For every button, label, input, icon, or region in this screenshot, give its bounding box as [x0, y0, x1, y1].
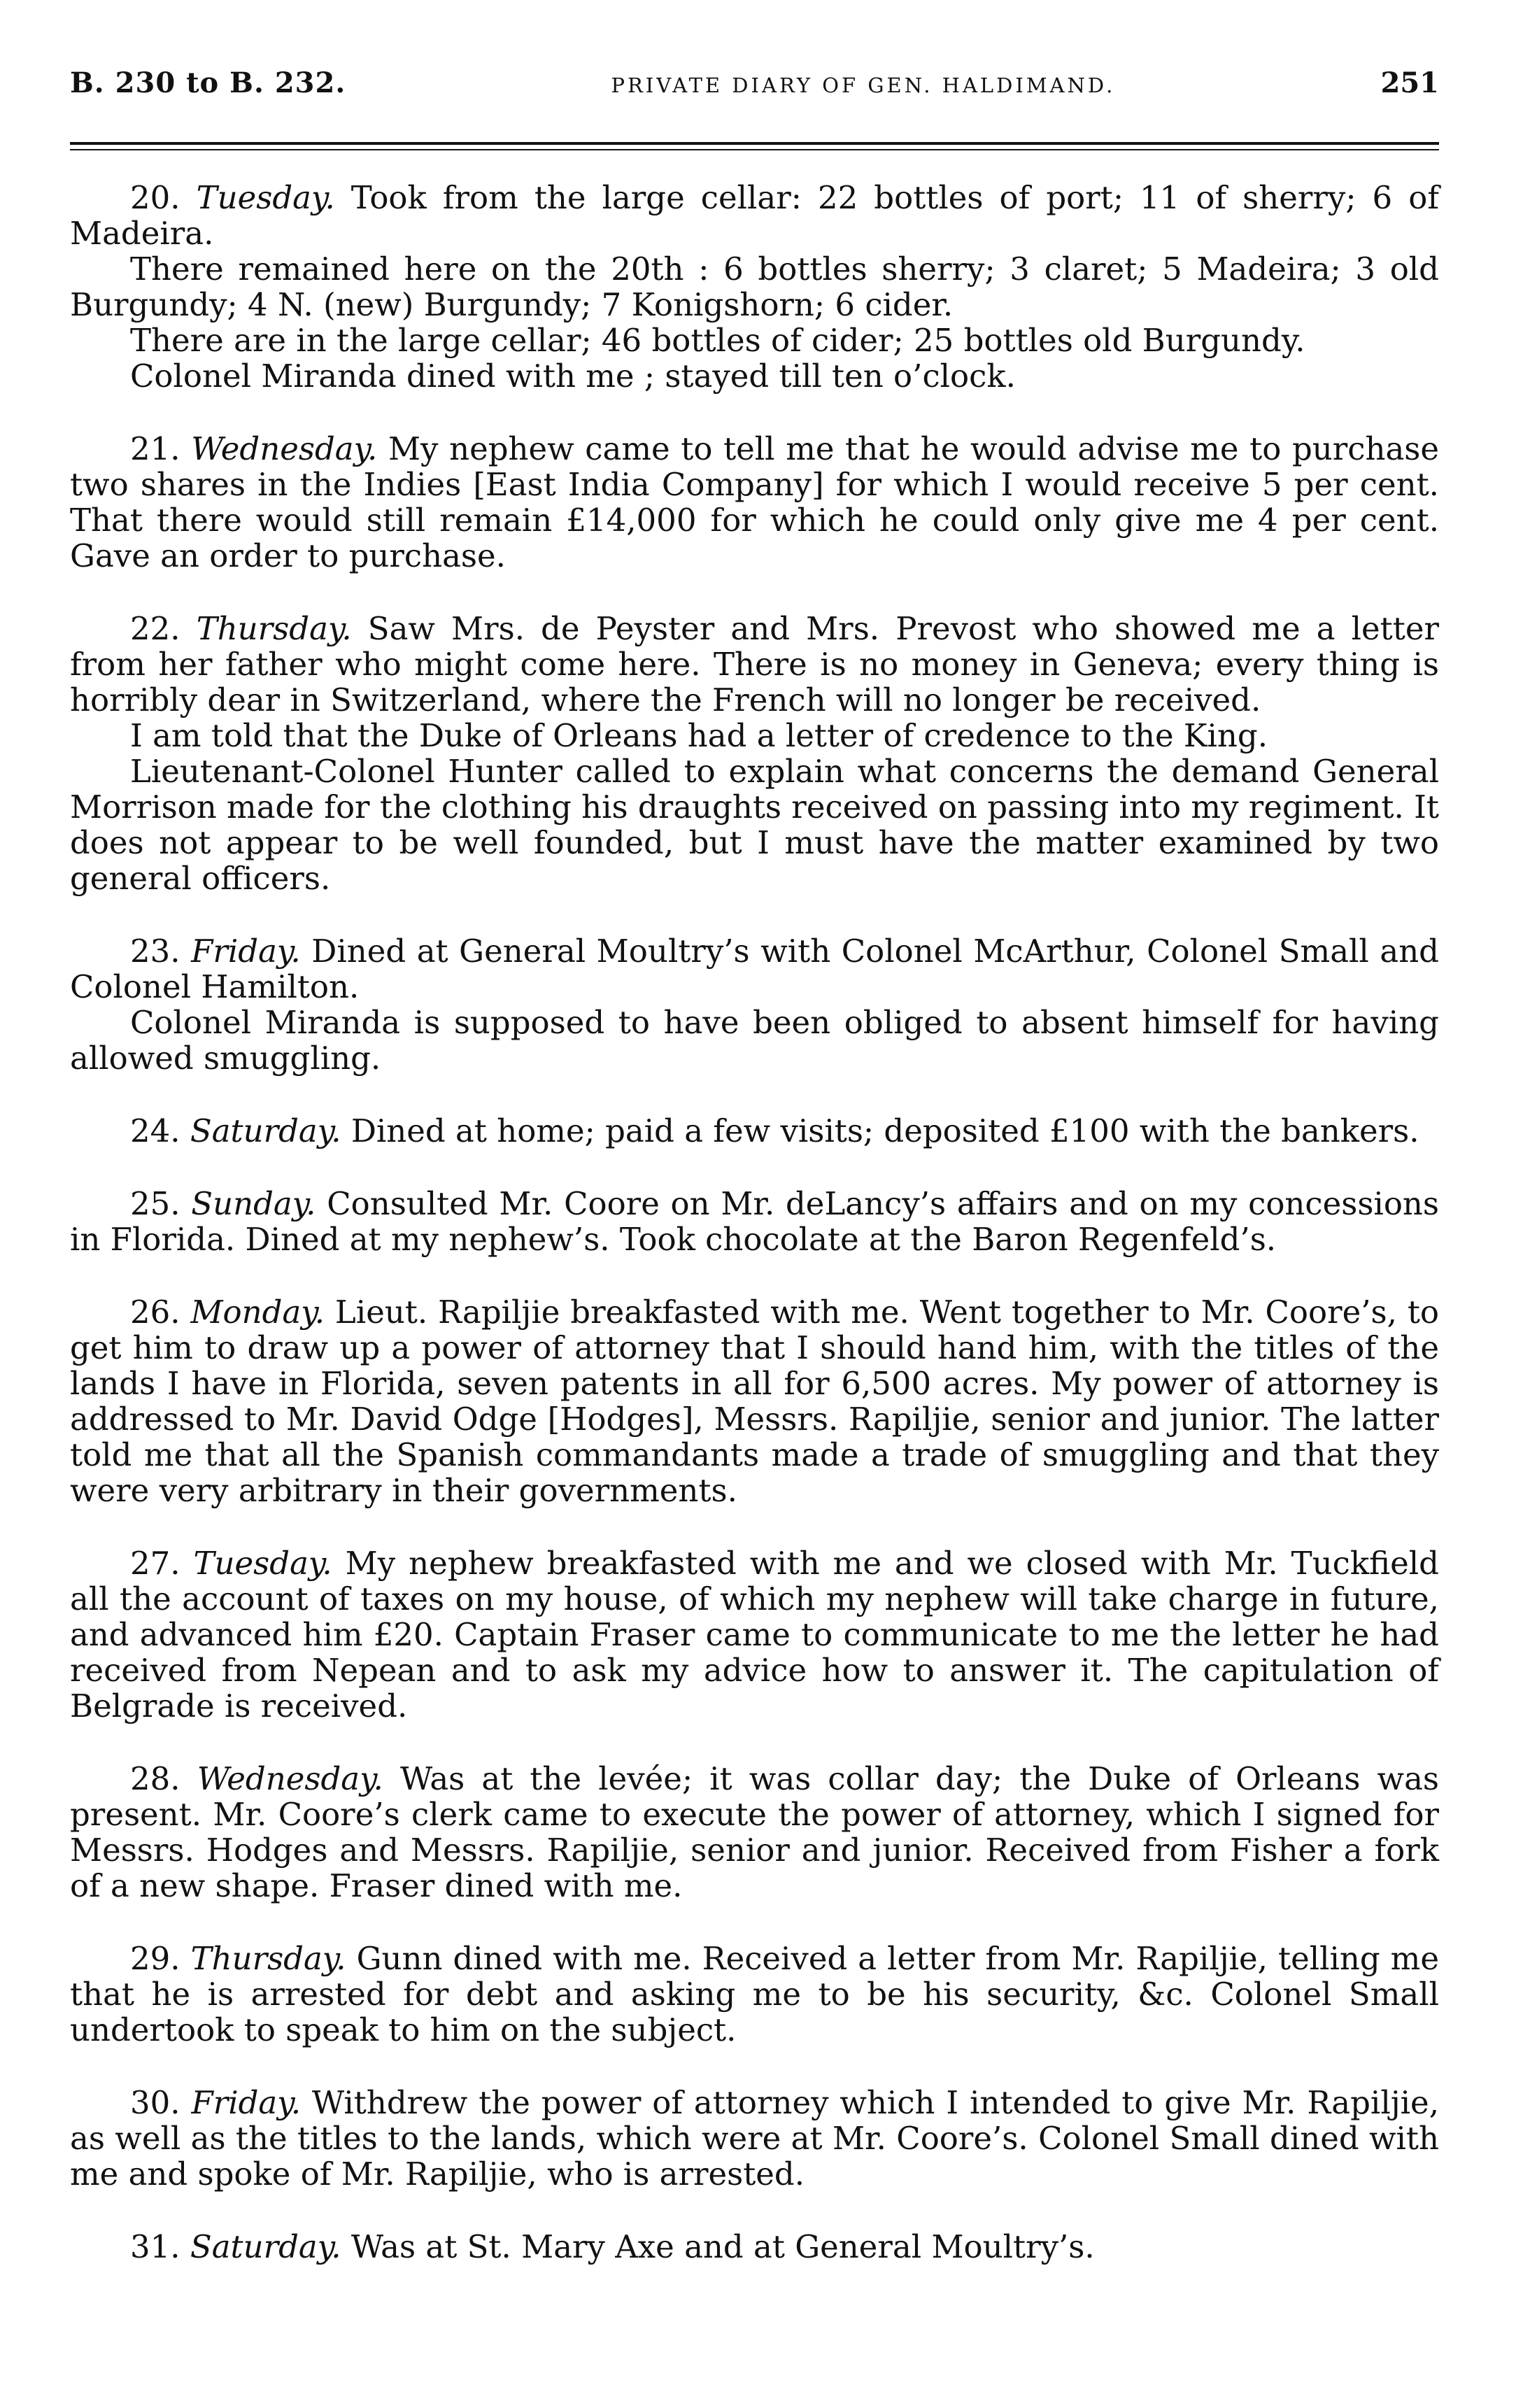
diary-paragraph	[70, 251, 1439, 323]
entry-date-number: 25.	[130, 1185, 180, 1222]
diary-entry	[70, 611, 1439, 718]
entry-date-number: 26.	[130, 1294, 180, 1331]
diary-entry	[70, 431, 1439, 574]
entry-text: Was at the levée; it was collar day; the Duke of Orleans was present. Mr. Coore’s clerk came to execute the power of attorney, which I signed for Messrs. Hodges and Messrs. Rapiljie, senior and junior. Received from Fisher a fork of a new shape. Fraser dined with me.	[70, 1760, 1440, 1904]
entry-text: My nephew came to tell me that he would advise me to purchase two shares in the Indies [East India Company] for which I would receive 5 per cent. That there would still remain £14,000 for which he could only give me 4 per cent. Gave an order to purchase.	[70, 430, 1439, 574]
running-header	[70, 66, 1439, 108]
entry-weekday: Saturday.	[190, 2228, 341, 2265]
header-rule	[70, 142, 1439, 150]
page-number: 251	[1380, 66, 1439, 99]
diary-paragraph	[70, 753, 1439, 896]
diary-entry	[70, 2229, 1439, 2265]
entry-text: Lieut. Rapiljie breakfasted with me. Went together to Mr. Coore’s, to get him to draw up a power of attorney that I should hand him, with the titles of the lands I have in Florida, seven patents in all for 6,500 acres. My power of attorney is addressed to Mr. David Odge [Hodges], Messrs. Rapiljie, senior and junior. The latter told me that all the Spanish commandants made a trade of smuggling and that they were very arbitrary in their governments.	[70, 1294, 1440, 1509]
entry-date-number: 30.	[130, 2084, 180, 2121]
entry-text: Dined at General Moultry’s with Colonel McArthur, Colonel Small and Colonel Hamilton.	[70, 933, 1439, 1005]
entry-date-number: 21.	[130, 430, 180, 467]
entry-date-number: 20.	[130, 179, 180, 216]
entry-weekday: Thursday.	[196, 610, 352, 647]
diary-entry	[70, 1294, 1439, 1508]
diary-entry	[70, 1113, 1439, 1149]
diary-paragraph	[70, 358, 1439, 394]
entry-weekday: Sunday.	[191, 1185, 316, 1222]
diary-text	[70, 180, 1439, 2265]
running-title: PRIVATE DIARY OF GEN. HALDIMAND.	[611, 73, 1116, 97]
diary-paragraph	[70, 718, 1439, 753]
entry-weekday: Wednesday.	[197, 1760, 383, 1797]
entry-text: I am told that the Duke of Orleans had a letter of credence to the King.	[130, 717, 1268, 754]
diary-entry	[70, 180, 1439, 251]
diary-entry	[70, 1545, 1439, 1724]
diary-entry	[70, 933, 1439, 1005]
entry-text: There remained here on the 20th : 6 bottles sherry; 3 claret; 5 Madeira; 3 old Burgundy; 4 N. (new) Burgundy; 7 Konigshorn; 6 cider.	[70, 250, 1439, 323]
entry-date-number: 29.	[130, 1940, 180, 1977]
diary-paragraph	[70, 323, 1439, 358]
entry-weekday: Friday.	[191, 2084, 301, 2121]
diary-entry	[70, 1941, 1439, 2048]
entry-text: Lieutenant-Colonel Hunter called to explain what concerns the demand General Morrison made for the clothing his draughts received on passing into my regiment. It does not appear to be well founded, but I must have the matter examined by two general officers.	[70, 753, 1439, 897]
entry-date-number: 27.	[130, 1545, 180, 1582]
entry-text: Withdrew the power of attorney which I intended to give Mr. Rapiljie, as well as the titles to the lands, which were at Mr. Coore’s. Colonel Small dined with me and spoke of Mr. Rapiljie, who is arrested.	[70, 2084, 1439, 2193]
entry-text: Dined at home; paid a few visits; deposited £100 with the bankers.	[341, 1112, 1419, 1149]
entry-weekday: Saturday.	[190, 1112, 341, 1149]
entry-text: Saw Mrs. de Peyster and Mrs. Prevost who showed me a letter from her father who might come here. There is no money in Geneva; every thing is horribly dear in Switzerland, where the French will no longer be received.	[70, 610, 1439, 718]
entry-weekday: Tuesday.	[196, 179, 335, 216]
entry-text: Consulted Mr. Coore on Mr. deLancy’s affairs and on my concessions in Florida. Dined at my nephew’s. Took chocolate at the Baron Regenfeld’s.	[70, 1185, 1439, 1258]
diary-entry	[70, 2085, 1439, 2192]
entry-date-number: 28.	[130, 1760, 180, 1797]
entry-date-number: 24.	[130, 1112, 180, 1149]
diary-paragraph	[70, 1005, 1439, 1076]
entry-weekday: Thursday.	[190, 1940, 346, 1977]
entry-weekday: Wednesday.	[191, 430, 378, 467]
entry-weekday: Tuesday.	[193, 1545, 332, 1582]
entry-date-number: 23.	[130, 933, 180, 970]
entry-text: There are in the large cellar; 46 bottles of cider; 25 bottles old Burgundy.	[130, 322, 1305, 359]
diary-entry	[70, 1186, 1439, 1257]
entry-range: B. 230 to B. 232.	[70, 66, 346, 99]
diary-entry	[70, 1761, 1439, 1904]
entry-weekday: Friday.	[191, 933, 301, 970]
entry-date-number: 31.	[130, 2228, 180, 2265]
entry-text: Was at St. Mary Axe and at General Moultry’s.	[341, 2228, 1095, 2265]
entry-date-number: 22.	[130, 610, 180, 647]
entry-weekday: Monday.	[190, 1294, 325, 1331]
entry-text: Colonel Miranda is supposed to have been obliged to absent himself for having allowed smuggling.	[70, 1004, 1439, 1077]
entry-text: Colonel Miranda dined with me ; stayed till ten o’clock.	[130, 357, 1016, 395]
entry-text: My nephew breakfasted with me and we closed with Mr. Tuckfield all the account of taxes on my house, of which my nephew will take charge in future, and advanced him £20. Captain Fraser came to communicate to me the letter he had received from Nepean and to ask my advice how to answer it. The capitulation of Belgrade is received.	[70, 1545, 1439, 1724]
entry-text: Took from the large cellar: 22 bottles of port; 11 of sherry; 6 of Madeira.	[70, 179, 1439, 252]
entry-text: Gunn dined with me. Received a letter from Mr. Rapiljie, telling me that he is arrested for debt and asking me to be his security, &c. Colonel Small undertook to speak to him on the subject.	[70, 1940, 1439, 2048]
